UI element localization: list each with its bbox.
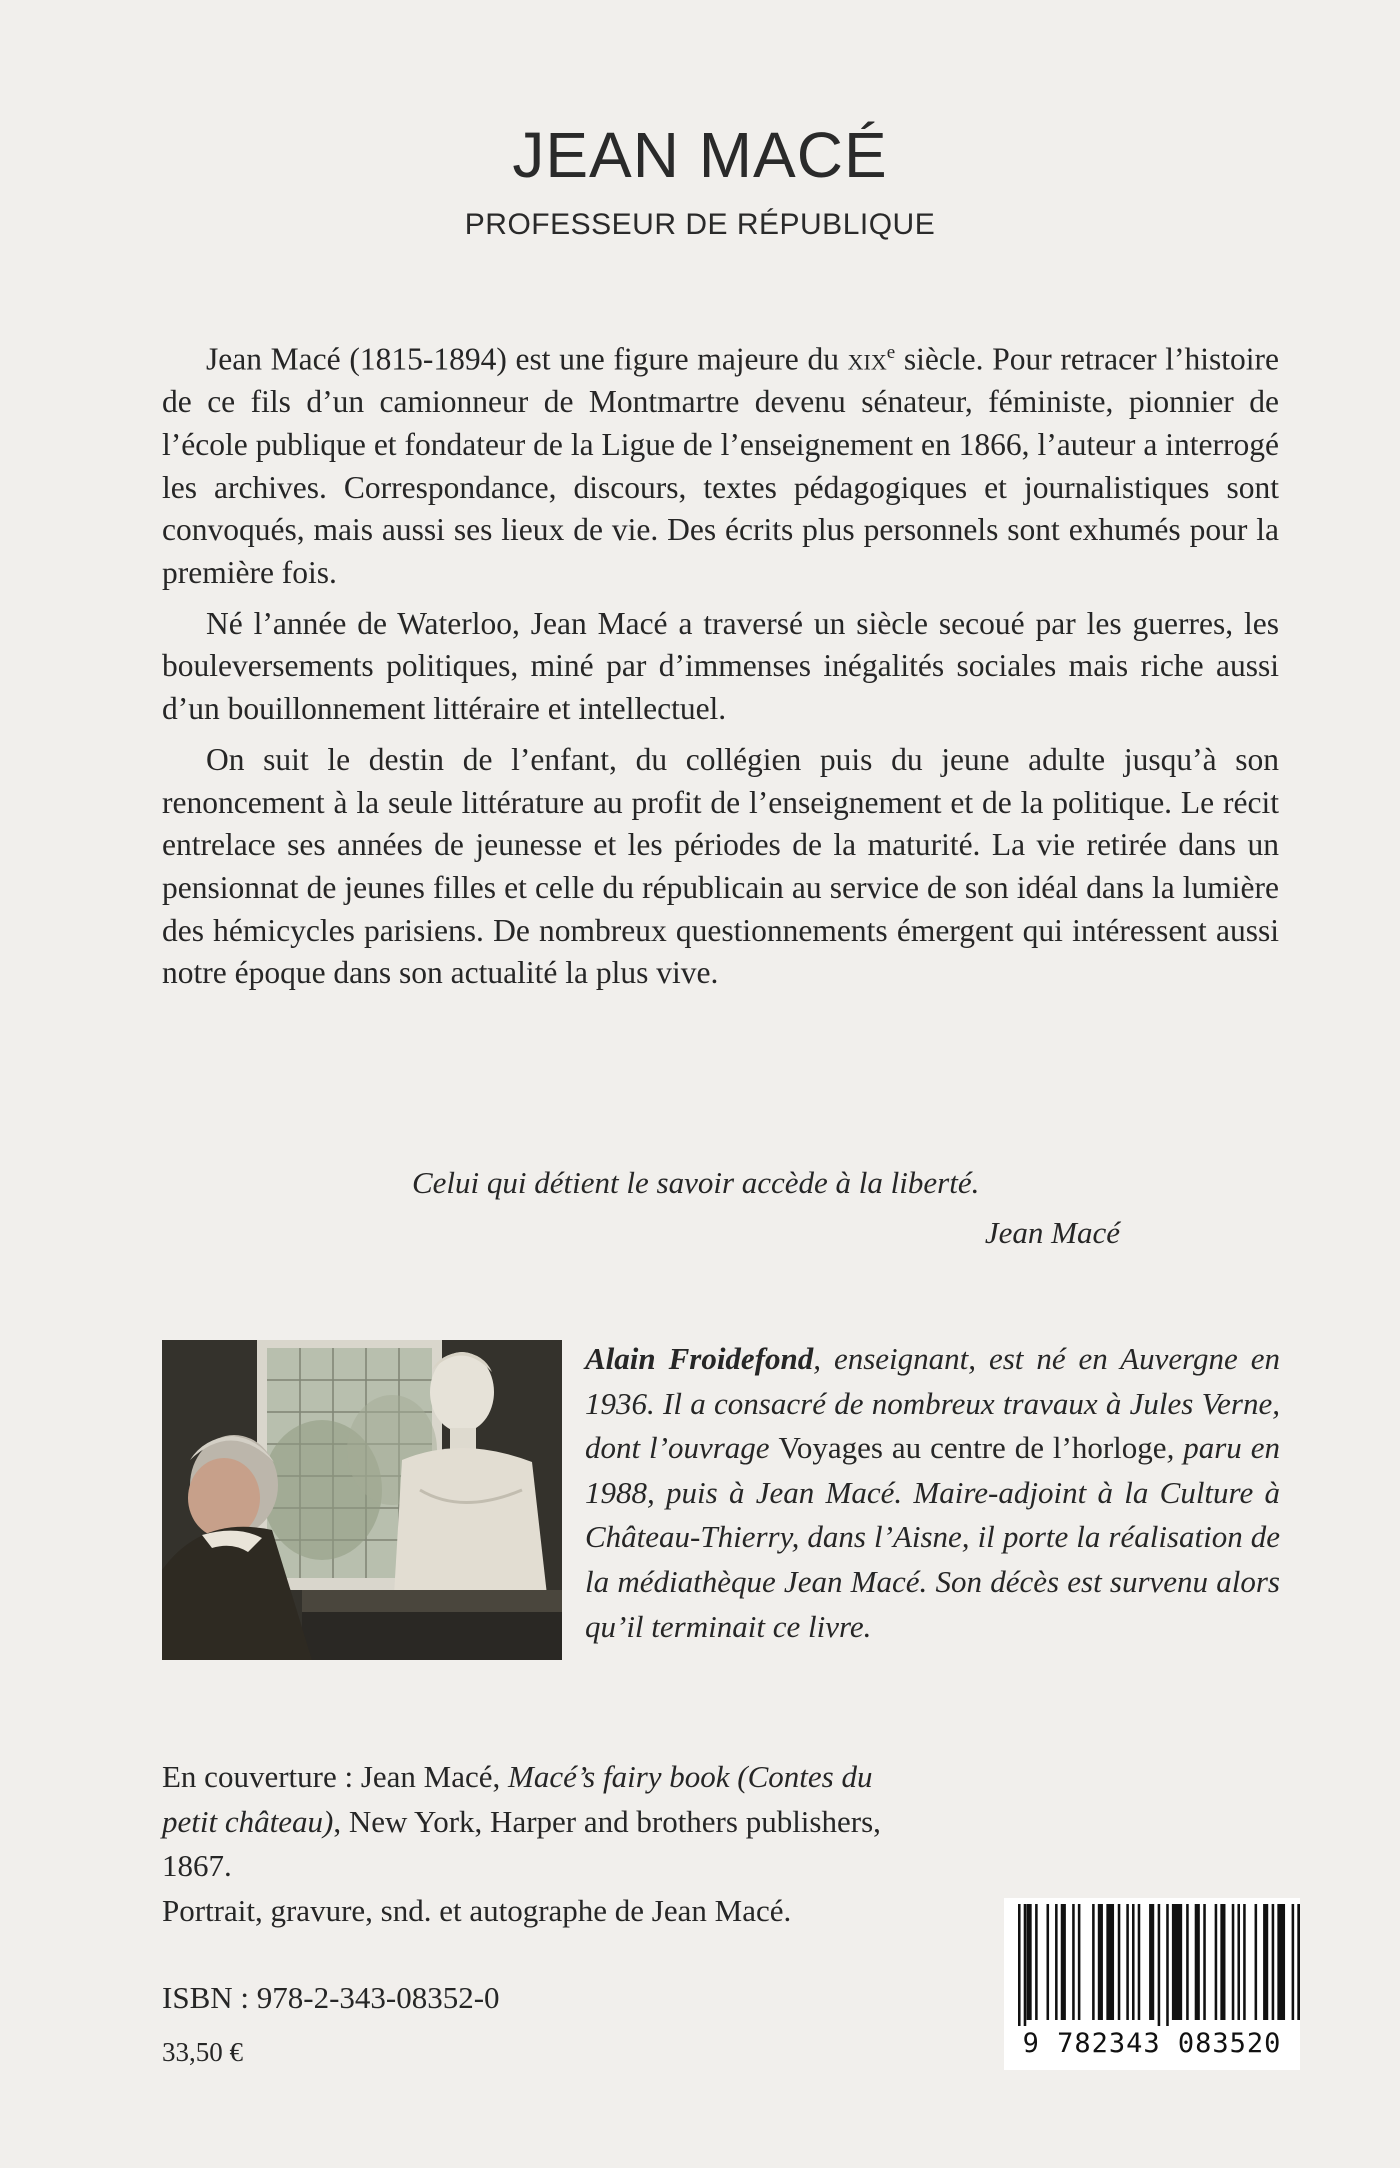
barcode-bar — [1061, 1904, 1066, 2020]
barcode-bar — [1018, 1904, 1021, 2026]
barcode-bar — [1138, 1904, 1141, 2020]
cover-credit — [162, 1755, 902, 1933]
price: 33,50 € — [162, 2037, 243, 2067]
barcode-bar — [1232, 1904, 1235, 2020]
author-bio: Alain Froidefond, enseignant, est né en Auvergne en 1936. Il a consacré de nombreux travaux à Jules Verne, dont l’ouvrage Voyages au centre de l’horloge, paru en 1988, puis à Jean Macé. Maire-adjoint à la Culture à Château-Thierry, dans l’Aisne, il porte la réalisation de la médiathèque Jean Macé. Son décès est survenu alors qu’il terminait ce livre. — [585, 1341, 1280, 1644]
barcode-bar — [1186, 1904, 1189, 2020]
barcode-bar — [1255, 1904, 1258, 2020]
barcode-bar — [1072, 1904, 1075, 2020]
barcode-bar — [1047, 1904, 1050, 2020]
book-title: JEAN MACÉ — [512, 119, 888, 191]
barcode-bar — [1106, 1904, 1114, 2020]
barcode-bar — [1215, 1904, 1218, 2020]
summary-text — [162, 332, 1279, 995]
century-numeral: xix — [847, 341, 887, 377]
barcode-bar — [1158, 1904, 1161, 2026]
cover-work-title: Macé’s fairy book (Contes du petit château) — [162, 1759, 873, 1839]
barcode-bar — [1203, 1904, 1206, 2020]
barcode-bar — [1149, 1904, 1154, 2020]
barcode-bar — [1277, 1904, 1285, 2020]
barcode-bar — [1024, 1904, 1027, 2026]
barcode — [1004, 1898, 1300, 2070]
barcode-bar — [1166, 1904, 1169, 2026]
author-name: Alain Froidefond — [585, 1341, 814, 1376]
barcode-bar — [1027, 1904, 1032, 2020]
summary-paragraph-2: Né l’année de Waterloo, Jean Macé a traversé un siècle secoué par les guerres, les bouleversements politiques, miné par d’immenses inégalités sociales mais riche aussi d’un bouillonnement littéraire et intellectuel. — [162, 605, 1279, 727]
summary-paragraph-3: On suit le destin de l’enfant, du collégien puis du jeune adulte jusqu’à son renoncement à la seule littérature au profit de l’enseignement et de la politique. Le récit entrelace ses années de jeunesse et les périodes de la maturité. La vie retirée dans un pensionnat de jeunes filles et celle du républicain au service de son idéal dans la lumière des hémicycles parisiens. De nombreux questionnements émergent qui intéressent aussi notre époque dans son actualité la plus vive. — [162, 741, 1279, 991]
author-book-title: Voyages au centre de l’horloge — [778, 1430, 1167, 1466]
epigraph — [300, 1158, 1120, 1258]
barcode-bars — [1004, 1898, 1300, 2026]
barcode-bar — [1292, 1904, 1295, 2020]
barcode-bar — [1237, 1904, 1240, 2020]
barcode-bar — [1297, 1904, 1300, 2020]
barcode-bar — [1126, 1904, 1129, 2020]
barcode-bar — [1055, 1904, 1058, 2020]
barcode-bar — [1243, 1904, 1246, 2020]
barcode-bar — [1035, 1904, 1038, 2020]
epigraph-text: Celui qui détient le savoir accède à la liberté. — [412, 1165, 980, 1200]
summary-paragraph-1: Jean Macé (1815-1894) est une figure majeure du xix$^e$ siècle. Pour retracer l’histoire de ce fils d’un camionneur de Montmartre devenu sénateur, féministe, pionnier de l’école publique et fondateur de la Ligue de l’enseignement en 1866, l’auteur a interrogé les archives. Correspondance, discours, textes pédagogiques et journalistiques sont convoqués, mais aussi ses lieux de vie. Des écrits plus personnels sont exhumés pour la première fois. — [162, 341, 1280, 591]
barcode-digits: 9 782343 083520 — [1022, 2028, 1282, 2059]
barcode-bar — [1220, 1904, 1225, 2020]
barcode-bar — [1172, 1904, 1182, 2020]
barcode-bar — [1132, 1904, 1135, 2020]
book-subtitle: PROFESSEUR DE RÉPUBLIQUE — [464, 208, 936, 241]
barcode-bar — [1098, 1904, 1103, 2020]
barcode-bar — [1078, 1904, 1081, 2020]
cover-credit-line-1: En couverture : Jean Macé, Macé’s fairy book (Contes du petit château), New York, Harper and brothers publishers, 1867. — [162, 1759, 881, 1883]
barcode-bar — [1263, 1904, 1268, 2020]
cover-credit-line-2: Portrait, gravure, snd. et autographe de Jean Macé. — [162, 1892, 792, 1928]
author-photo — [162, 1340, 562, 1660]
epigraph-author: Jean Macé — [984, 1215, 1120, 1250]
barcode-bar — [1195, 1904, 1200, 2020]
isbn: ISBN : 978-2-343-08352-0 — [162, 1980, 500, 2015]
barcode-bar — [1118, 1904, 1121, 2020]
barcode-bar — [1092, 1904, 1095, 2020]
barcode-bar — [1272, 1904, 1275, 2020]
